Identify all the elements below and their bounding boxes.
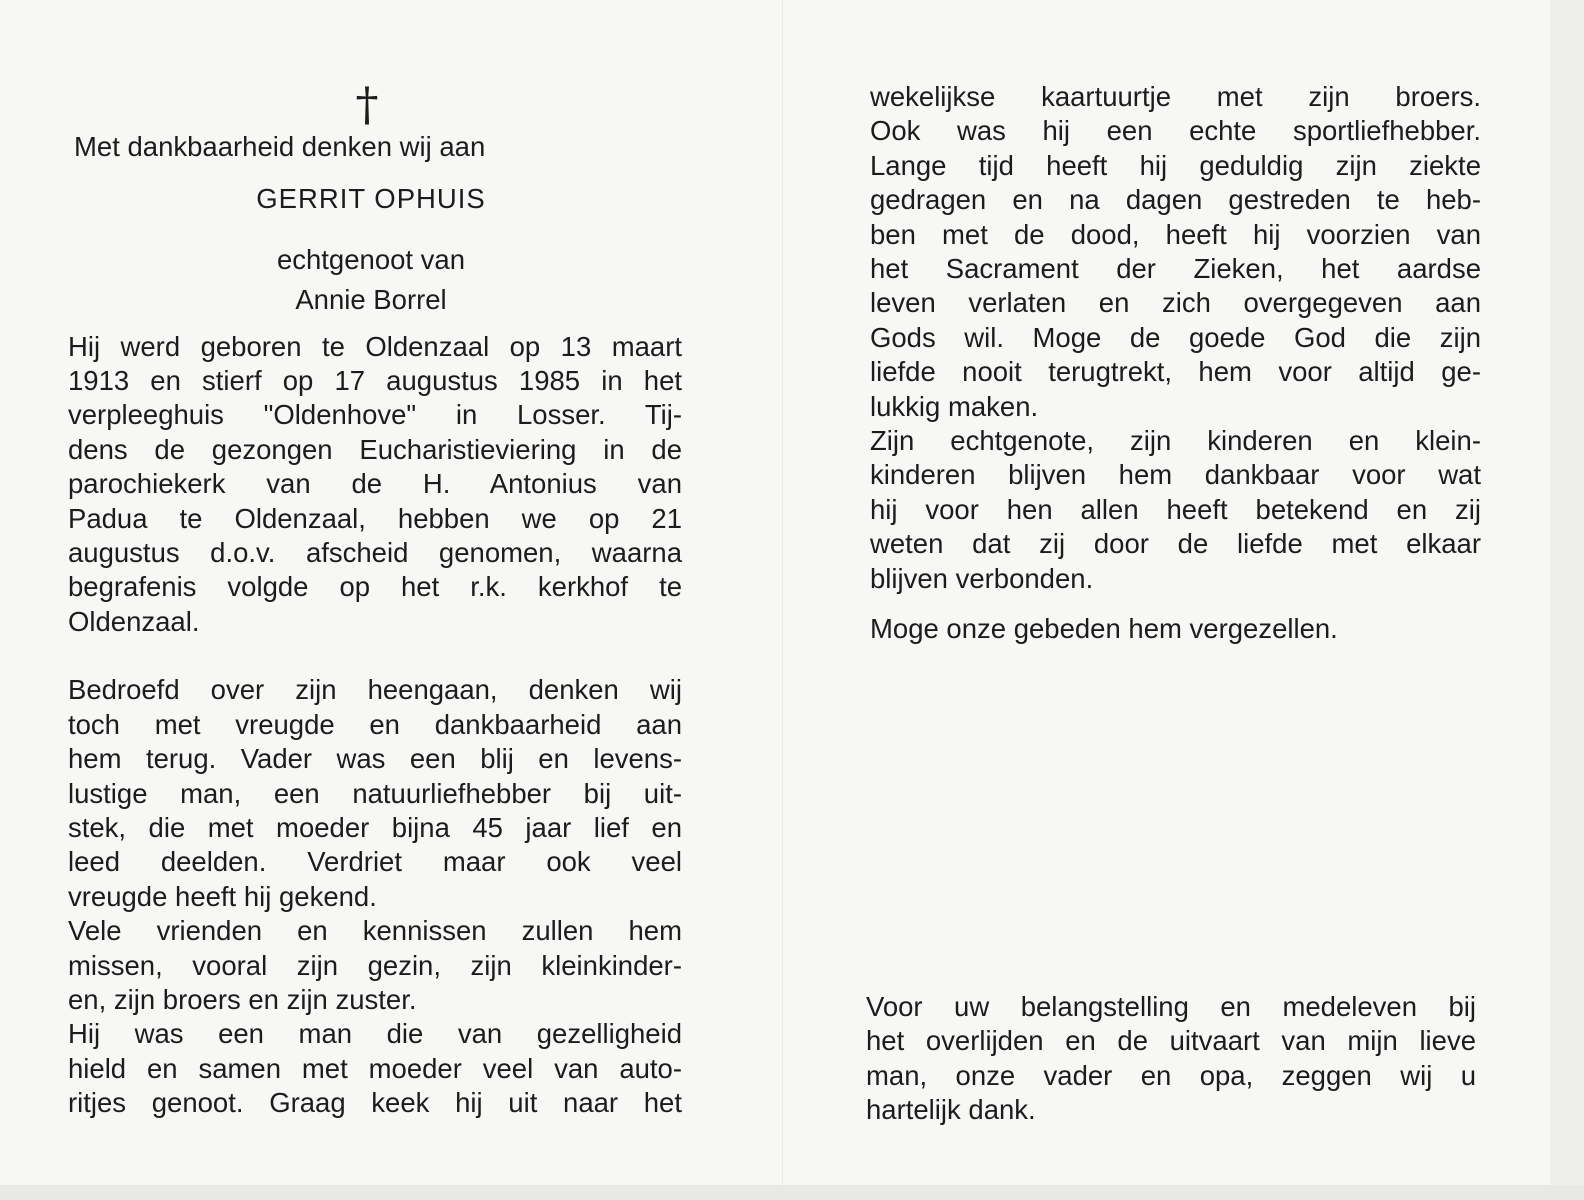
text-line: missen, vooral zijn gezin, zijn kleinkinder- [68,949,682,981]
right-panel [870,80,1481,647]
text-line: leven verlaten en zich overgegeven aan [870,287,1481,319]
text-line: Hij werd geboren te Oldenzaal op 13 maart [68,330,682,362]
deceased-name: GERRIT OPHUIS [256,183,486,215]
thanks-paragraph [866,990,1476,1128]
text-line: en, zijn broers en zijn zuster. [68,983,417,1015]
text-line: 1913 en stierf op 17 augustus 1985 in het [68,365,682,397]
text-line: Voor uw belangstelling en medeleven bij [866,991,1476,1022]
text-line: hartelijk dank. [866,1094,1036,1126]
text-line: leed deelden. Verdriet maar ook veel [68,846,682,878]
text-line: verpleeghuis "Oldenhove" in Losser. Tij- [68,399,682,431]
intro-line: Met dankbaarheid denken wij aan [74,131,486,162]
text-line: kinderen blijven hem dankbaar voor wat [870,459,1481,491]
text-line: het overlijden en de uitvaart van mijn lieve [866,1025,1476,1057]
text-line: liefde nooit terugtrekt, hem voor altijd ge- [870,356,1481,388]
cross-icon: † [355,77,379,131]
text-line: Hij was een man die van gezelligheid [68,1018,682,1050]
text-line: ben met de dood, heeft hij voorzien van [870,218,1481,250]
text-line: Oldenzaal. [68,605,200,637]
text-line: stek, die met moeder bijna 45 jaar lief en [68,811,682,843]
text-line: augustus d.o.v. afscheid genomen, waarna [68,537,682,569]
remembrance-paragraph [68,673,682,1120]
text-line: vreugde heeft hij gekend. [68,880,377,912]
text-line: Zijn echtgenote, zijn kinderen en klein- [870,425,1481,457]
text-line: Vele vrienden en kennissen zullen hem [68,915,682,947]
text-line: weten dat zij door de liefde met elkaar [870,528,1481,560]
text-line: Ook was hij een echte sportliefhebber. [870,115,1481,147]
scan-edge-bottom [0,1185,1584,1200]
text-line: gedragen en na dagen gestreden te heb- [870,184,1481,216]
text-line: Padua te Oldenzaal, hebben we op 21 [68,502,682,534]
text-line: toch met vreugde en dankbaarheid aan [68,708,682,740]
text-line: Lange tijd heeft hij geduldig zijn ziekte [870,149,1481,181]
text-line: lukkig maken. [870,390,1039,422]
text-line: Bedroefd over zijn heengaan, denken wij [68,674,682,706]
continuation-paragraph [870,80,1481,596]
text-line: wekelijkse kaartuurtje met zijn broers. [870,81,1481,112]
text-line: parochiekerk van de H. Antonius van [68,468,682,500]
text-line: blijven verbonden. [870,562,1094,594]
closing-prayer: Moge onze gebeden hem vergezellen. [870,613,1338,645]
text-line: hij voor hen allen heeft betekend en zij [870,493,1481,525]
text-line: hield en samen met moeder veel van auto- [68,1052,682,1084]
spouse-intro: echtgenoot van [276,243,466,275]
text-line: dens de gezongen Eucharistieviering in de [68,433,682,465]
text-line: Gods wil. Moge de goede God die zijn [870,321,1481,353]
card-fold [782,0,783,1185]
text-line: het Sacrament der Zieken, het aardse [870,253,1481,285]
left-panel [68,78,682,1121]
text-line: begrafenis volgde op het r.k. kerkhof te [68,571,682,603]
text-line: hem terug. Vader was een blij en levens- [68,743,682,775]
text-line: ritjes genoot. Graag keek hij uit naar het [68,1087,682,1119]
text-line: man, onze vader en opa, zeggen wij u [866,1059,1476,1091]
scan-edge-right [1550,0,1584,1200]
text-line: lustige man, een natuurliefhebber bij uit- [68,777,682,809]
biography-paragraph [68,330,682,640]
spouse-name: Annie Borrel [295,284,447,316]
